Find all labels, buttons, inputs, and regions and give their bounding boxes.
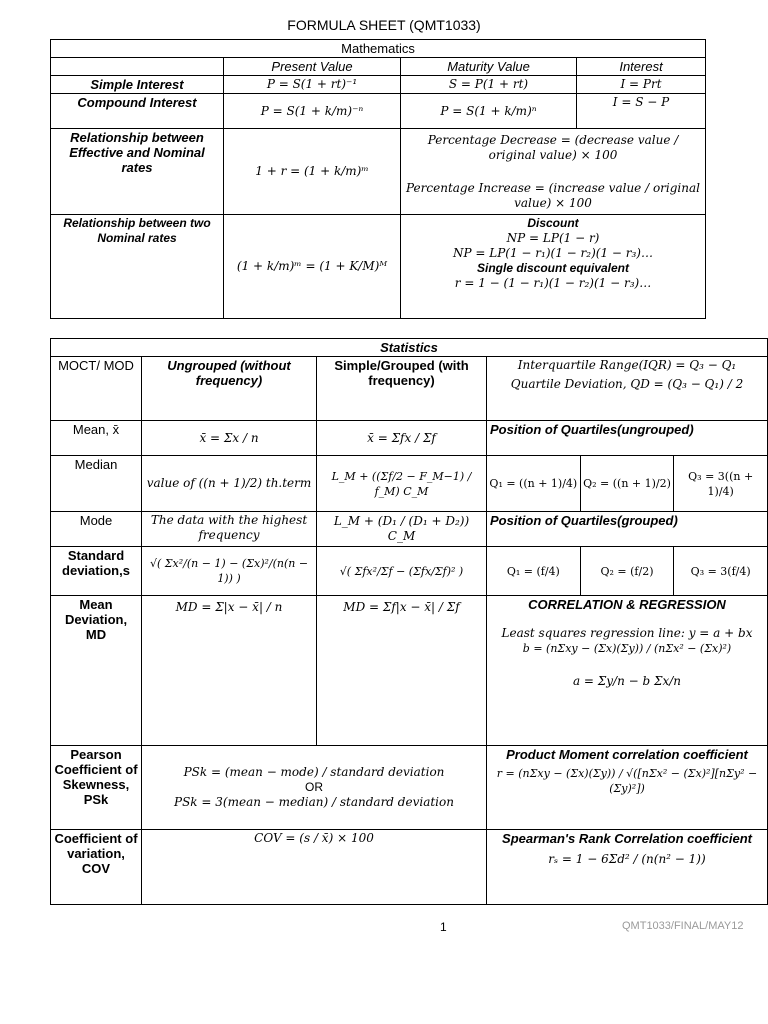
cov-formula: COV = (s / x̄) × 100 <box>142 830 487 905</box>
blank-cell <box>51 58 224 76</box>
sd-grouped: √( Σfx²/Σf − (Σfx/Σf)² ) <box>317 547 487 596</box>
quartiles-grouped-cell <box>487 547 768 596</box>
q3-ungrouped: Q₃ = 3((n + 1)/4) <box>673 456 767 511</box>
sd-label: Standard deviation,s <box>51 547 142 596</box>
iqr-formula: Interquartile Range(IQR) = Q₃ − Q₁ <box>517 358 737 372</box>
q1-ungrouped: Q₁ = ((n + 1)/4) <box>489 477 578 490</box>
discount-cell <box>401 215 706 319</box>
md-label: Mean Deviation, MD <box>51 596 142 746</box>
page-title: FORMULA SHEET (QMT1033) <box>287 17 481 33</box>
psk-cell <box>142 746 487 830</box>
discount-title: Discount <box>527 216 579 230</box>
statistics-header: Statistics <box>51 339 768 357</box>
md-ungrouped: MD = Σ|x − x̄| / n <box>142 596 317 746</box>
q3-grouped: Q₃ = 3(f/4) <box>673 547 767 595</box>
psk-formula-median: PSk = 3(mean − median) / standard deviation <box>174 795 454 809</box>
median-ungrouped: value of ((n + 1)/2) th.term <box>142 456 317 512</box>
single-discount-title: Single discount equivalent <box>476 261 630 275</box>
simple-interest-formula: I = Prt <box>577 76 706 94</box>
q2-grouped: Q₂ = (f/2) <box>580 547 674 595</box>
maturity-value-header: Maturity Value <box>401 58 577 76</box>
median-label: Median <box>51 456 142 512</box>
a-formula: a = Σy/n − b Σx/n <box>572 674 682 688</box>
mode-grouped: L_M + (D₁ / (D₁ + D₂)) C_M <box>317 512 487 547</box>
b-formula: b = (nΣxy − (Σx)(Σy)) / (nΣx² − (Σx)²) <box>522 642 732 655</box>
percentage-decrease: Percentage Decrease = (decrease value / original value) × 100 <box>427 132 679 162</box>
mean-grouped: x̄ = Σfx / Σf <box>317 421 487 456</box>
page-number: 1 <box>440 920 447 934</box>
percentage-change-cell <box>401 129 706 215</box>
interest-header: Interest <box>577 58 706 76</box>
product-moment-cell <box>487 746 768 830</box>
simple-interest-label: Simple Interest <box>51 76 224 94</box>
q2-ungrouped: Q₂ = ((n + 1)/2) <box>580 456 674 511</box>
ungrouped-header: Ungrouped (without frequency) <box>142 357 317 421</box>
correlation-title: CORRELATION & REGRESSION <box>528 597 726 612</box>
moct-header: MOCT/ MOD <box>51 357 142 421</box>
qd-formula: Quartile Deviation, QD = (Q₃ − Q₁) / 2 <box>510 377 744 391</box>
document-code: QMT1033/FINAL/MAY12 <box>622 920 744 932</box>
mathematics-table <box>50 39 706 319</box>
product-moment-formula: r = (nΣxy − (Σx)(Σy)) / √([nΣx² − (Σx)²][nΣy² − (Σy)²]) <box>496 767 758 795</box>
sd-ungrouped: √( Σx²/(n − 1) − (Σx)²/(n(n − 1)) ) <box>142 547 317 596</box>
mathematics-header: Mathematics <box>51 40 706 58</box>
cov-label: Coefficient of variation, COV <box>51 830 142 905</box>
psk-label: Pearson Coefficient of Skewness, PSk <box>51 746 142 830</box>
compound-maturity-value: P = S(1 + k/m)ⁿ <box>401 94 577 129</box>
median-grouped: L_M + ((Σf/2 − F_M−1) / f_M) C_M <box>317 456 487 512</box>
percentage-increase: Percentage Increase = (increase value / original value) × 100 <box>406 180 700 210</box>
single-discount-formula: r = 1 − (1 − r₁)(1 − r₂)(1 − r₃)… <box>454 276 652 290</box>
statistics-table <box>50 338 768 905</box>
discount-np-series: NP = LP(1 − r₁)(1 − r₂)(1 − r₃)… <box>453 246 653 260</box>
present-value-header: Present Value <box>224 58 401 76</box>
compound-interest-label: Compound Interest <box>51 94 224 129</box>
compound-interest-formula: I = S − P <box>577 94 706 129</box>
spearman-title: Spearman's Rank Correlation coefficient <box>502 831 752 846</box>
mean-label: Mean, x̄ <box>51 421 142 456</box>
product-moment-title: Product Moment correlation coefficient <box>506 747 748 762</box>
spearman-cell <box>487 830 768 905</box>
mode-ungrouped: The data with the highest frequency <box>142 512 317 547</box>
effective-nominal-label: Relationship between Effective and Nominal rates <box>51 129 224 215</box>
two-nominal-label: Relationship between two Nominal rates <box>51 215 224 319</box>
two-nominal-formula: (1 + k/m)ᵐ = (1 + K/M)ᴹ <box>224 215 401 319</box>
correlation-cell <box>487 596 768 746</box>
q1-grouped: Q₁ = (f/4) <box>506 564 560 578</box>
discount-np-single: NP = LP(1 − r) <box>506 231 600 245</box>
simple-present-value: P = S(1 + rt)⁻¹ <box>224 76 401 94</box>
mode-label: Mode <box>51 512 142 547</box>
position-ungrouped-title: Position of Quartiles(ungrouped) <box>487 421 768 456</box>
position-grouped-title: Position of Quartiles(grouped) <box>487 512 768 547</box>
mean-ungrouped: x̄ = Σx / n <box>142 421 317 456</box>
compound-present-value: P = S(1 + k/m)⁻ⁿ <box>224 94 401 129</box>
iqr-cell <box>487 357 768 421</box>
quartiles-ungrouped-cell <box>487 456 768 512</box>
grouped-header: Simple/Grouped (with frequency) <box>317 357 487 421</box>
psk-or: OR <box>305 780 323 794</box>
effective-nominal-formula: 1 + r = (1 + k/m)ᵐ <box>224 129 401 215</box>
psk-formula-mode: PSk = (mean − mode) / standard deviation <box>183 765 445 779</box>
spearman-formula: rₛ = 1 − 6Σd² / (n(n² − 1)) <box>548 852 706 866</box>
least-squares-line: Least squares regression line: y = a + bx <box>501 626 753 640</box>
md-grouped: MD = Σf|x − x̄| / Σf <box>317 596 487 746</box>
simple-maturity-value: S = P(1 + rt) <box>401 76 577 94</box>
